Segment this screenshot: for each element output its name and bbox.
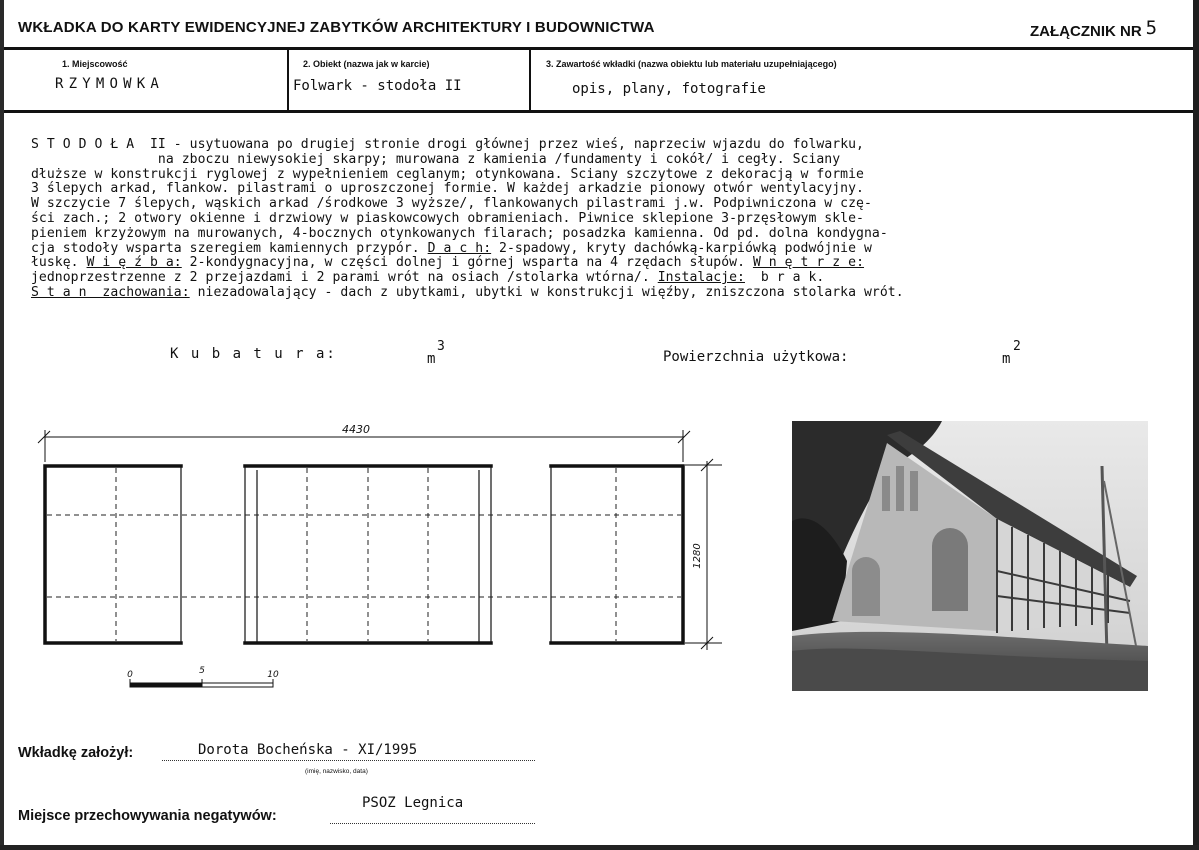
locality-value: RZYMOWKA: [55, 76, 165, 92]
attachment-label: ZAŁĄCZNIK NR: [1030, 23, 1142, 40]
desc-line: jednoprzestrzenne z 2 przejazdami i 2 parami wrót na osiach /stolarka wtórna/.: [31, 270, 658, 286]
volume-label: K u b a t u r a:: [170, 346, 337, 362]
area-exponent: 2: [1013, 339, 1021, 354]
desc-line: 3 ślepych arkad, flankow. pilastrami o uproszczonej formie. W każdej arkadzie pionowy otwór wentylacyjny.: [31, 181, 864, 197]
wall-east: [551, 466, 683, 643]
storage-label: Miejsce przechowywania negatywów:: [18, 808, 277, 824]
scale-bar: [127, 666, 279, 687]
object-value: Folwark - stodoła II: [293, 78, 462, 94]
desc-line: W szczycie 7 ślepych, wąskich arkad /środkowe 3 wyższe/, flankowanych pilastrami j.w. Podpiwniczona w czę-: [31, 196, 872, 212]
section-heading-truss: W i ę ź b a:: [86, 255, 182, 271]
object-label: 2. Obiekt (nazwa jak w karcie): [303, 59, 430, 69]
section-heading-roof: D a c h:: [427, 240, 492, 256]
founder-label: Wkładkę założył:: [18, 745, 134, 761]
desc-line: łuskę.: [31, 255, 87, 271]
attachment-number-value: 5: [1145, 17, 1158, 39]
area-label: Powierzchnia użytkowa:: [663, 349, 849, 365]
storage-dotted-line: [330, 823, 535, 824]
desc-line: b r a k.: [744, 270, 825, 286]
post-grid: [47, 468, 681, 641]
founder-value: Dorota Bocheńska - XI/1995: [198, 742, 418, 758]
desc-line: niezadowalający - dach z ubytkami, ubytki w konstrukcji więźby, zniszczona stolarka wrót.: [189, 284, 904, 300]
scale-label: 0: [127, 670, 133, 680]
width-dimension-label: 1280: [692, 543, 703, 569]
area-unit: m: [1002, 351, 1011, 367]
barn-photograph: [792, 421, 1148, 691]
wall-west: [45, 466, 181, 643]
desc-line: na zboczu niewysokiej skarpy; murowana z kamienia /fundamenty i cokół/ i cegły. Sciany: [31, 151, 841, 167]
desc-line: cja stodoły wsparta szeregiem kamiennych przypór.: [31, 240, 428, 256]
door-jambs: [181, 466, 551, 643]
contents-value: opis, plany, fotografie: [572, 81, 766, 97]
attachment-number: [1030, 19, 1157, 41]
desc-heading: S T O D O Ł A II: [31, 137, 166, 152]
desc-line: dłuższe w konstrukcji ryglowej z wypełnieniem ceglanym; otynkowana. Sciany szczytowe z dekoracją w formie: [31, 166, 864, 182]
scan-edge-right: [1193, 0, 1199, 850]
section-heading-condition: S t a n zachowania:: [31, 284, 190, 300]
plan-walls: [45, 466, 683, 643]
volume-unit: m: [427, 351, 436, 367]
scale-label: 10: [267, 670, 279, 680]
desc-line: 2-spadowy, kryty dachówką-karpiówką podwójnie w: [491, 240, 872, 256]
length-dimension-label: 4430: [342, 423, 370, 436]
volume-exponent: 3: [437, 339, 445, 354]
founder-dotted-line: [162, 760, 535, 761]
locality-label: 1. Miejscowość: [62, 59, 128, 69]
contents-label: 3. Zawartość wkładki (nazwa obiektu lub materiału uzupełniającego): [546, 59, 837, 69]
desc-line: - usytuowana po drugiej stronie drogi głównej przez wieś, naprzeciw wjazdu do folwarku,: [165, 137, 864, 152]
section-heading-interior: W n ę t r z e:: [752, 255, 865, 271]
storage-value: PSOZ Legnica: [362, 795, 464, 811]
desc-line: ści zach.; 2 otwory okienne i drzwiowy w piaskowcowych obramieniach. Piwnice sklepione 3-przęsłowym skle-: [31, 210, 864, 226]
desc-line: 2-kondygnacyjna, w części dolnej i górnej wsparta na 4 rzędach słupów.: [181, 255, 753, 271]
scan-edge-bottom: [0, 845, 1199, 850]
desc-line: pieniem krzyżowym na murowanych, 4-bocznych otynkowanych filarach; posadzka kamienna. Od pd. dolna kondygna-: [31, 225, 888, 241]
scale-label: 5: [199, 666, 205, 676]
section-heading-installations: Instalacje:: [657, 270, 745, 286]
card-title: WKŁADKA DO KARTY EWIDENCYJNEJ ZABYTKÓW ARCHITEKTURY I BUDOWNICTWA: [18, 19, 655, 36]
founder-hint: (imię, nazwisko, data): [305, 768, 368, 775]
